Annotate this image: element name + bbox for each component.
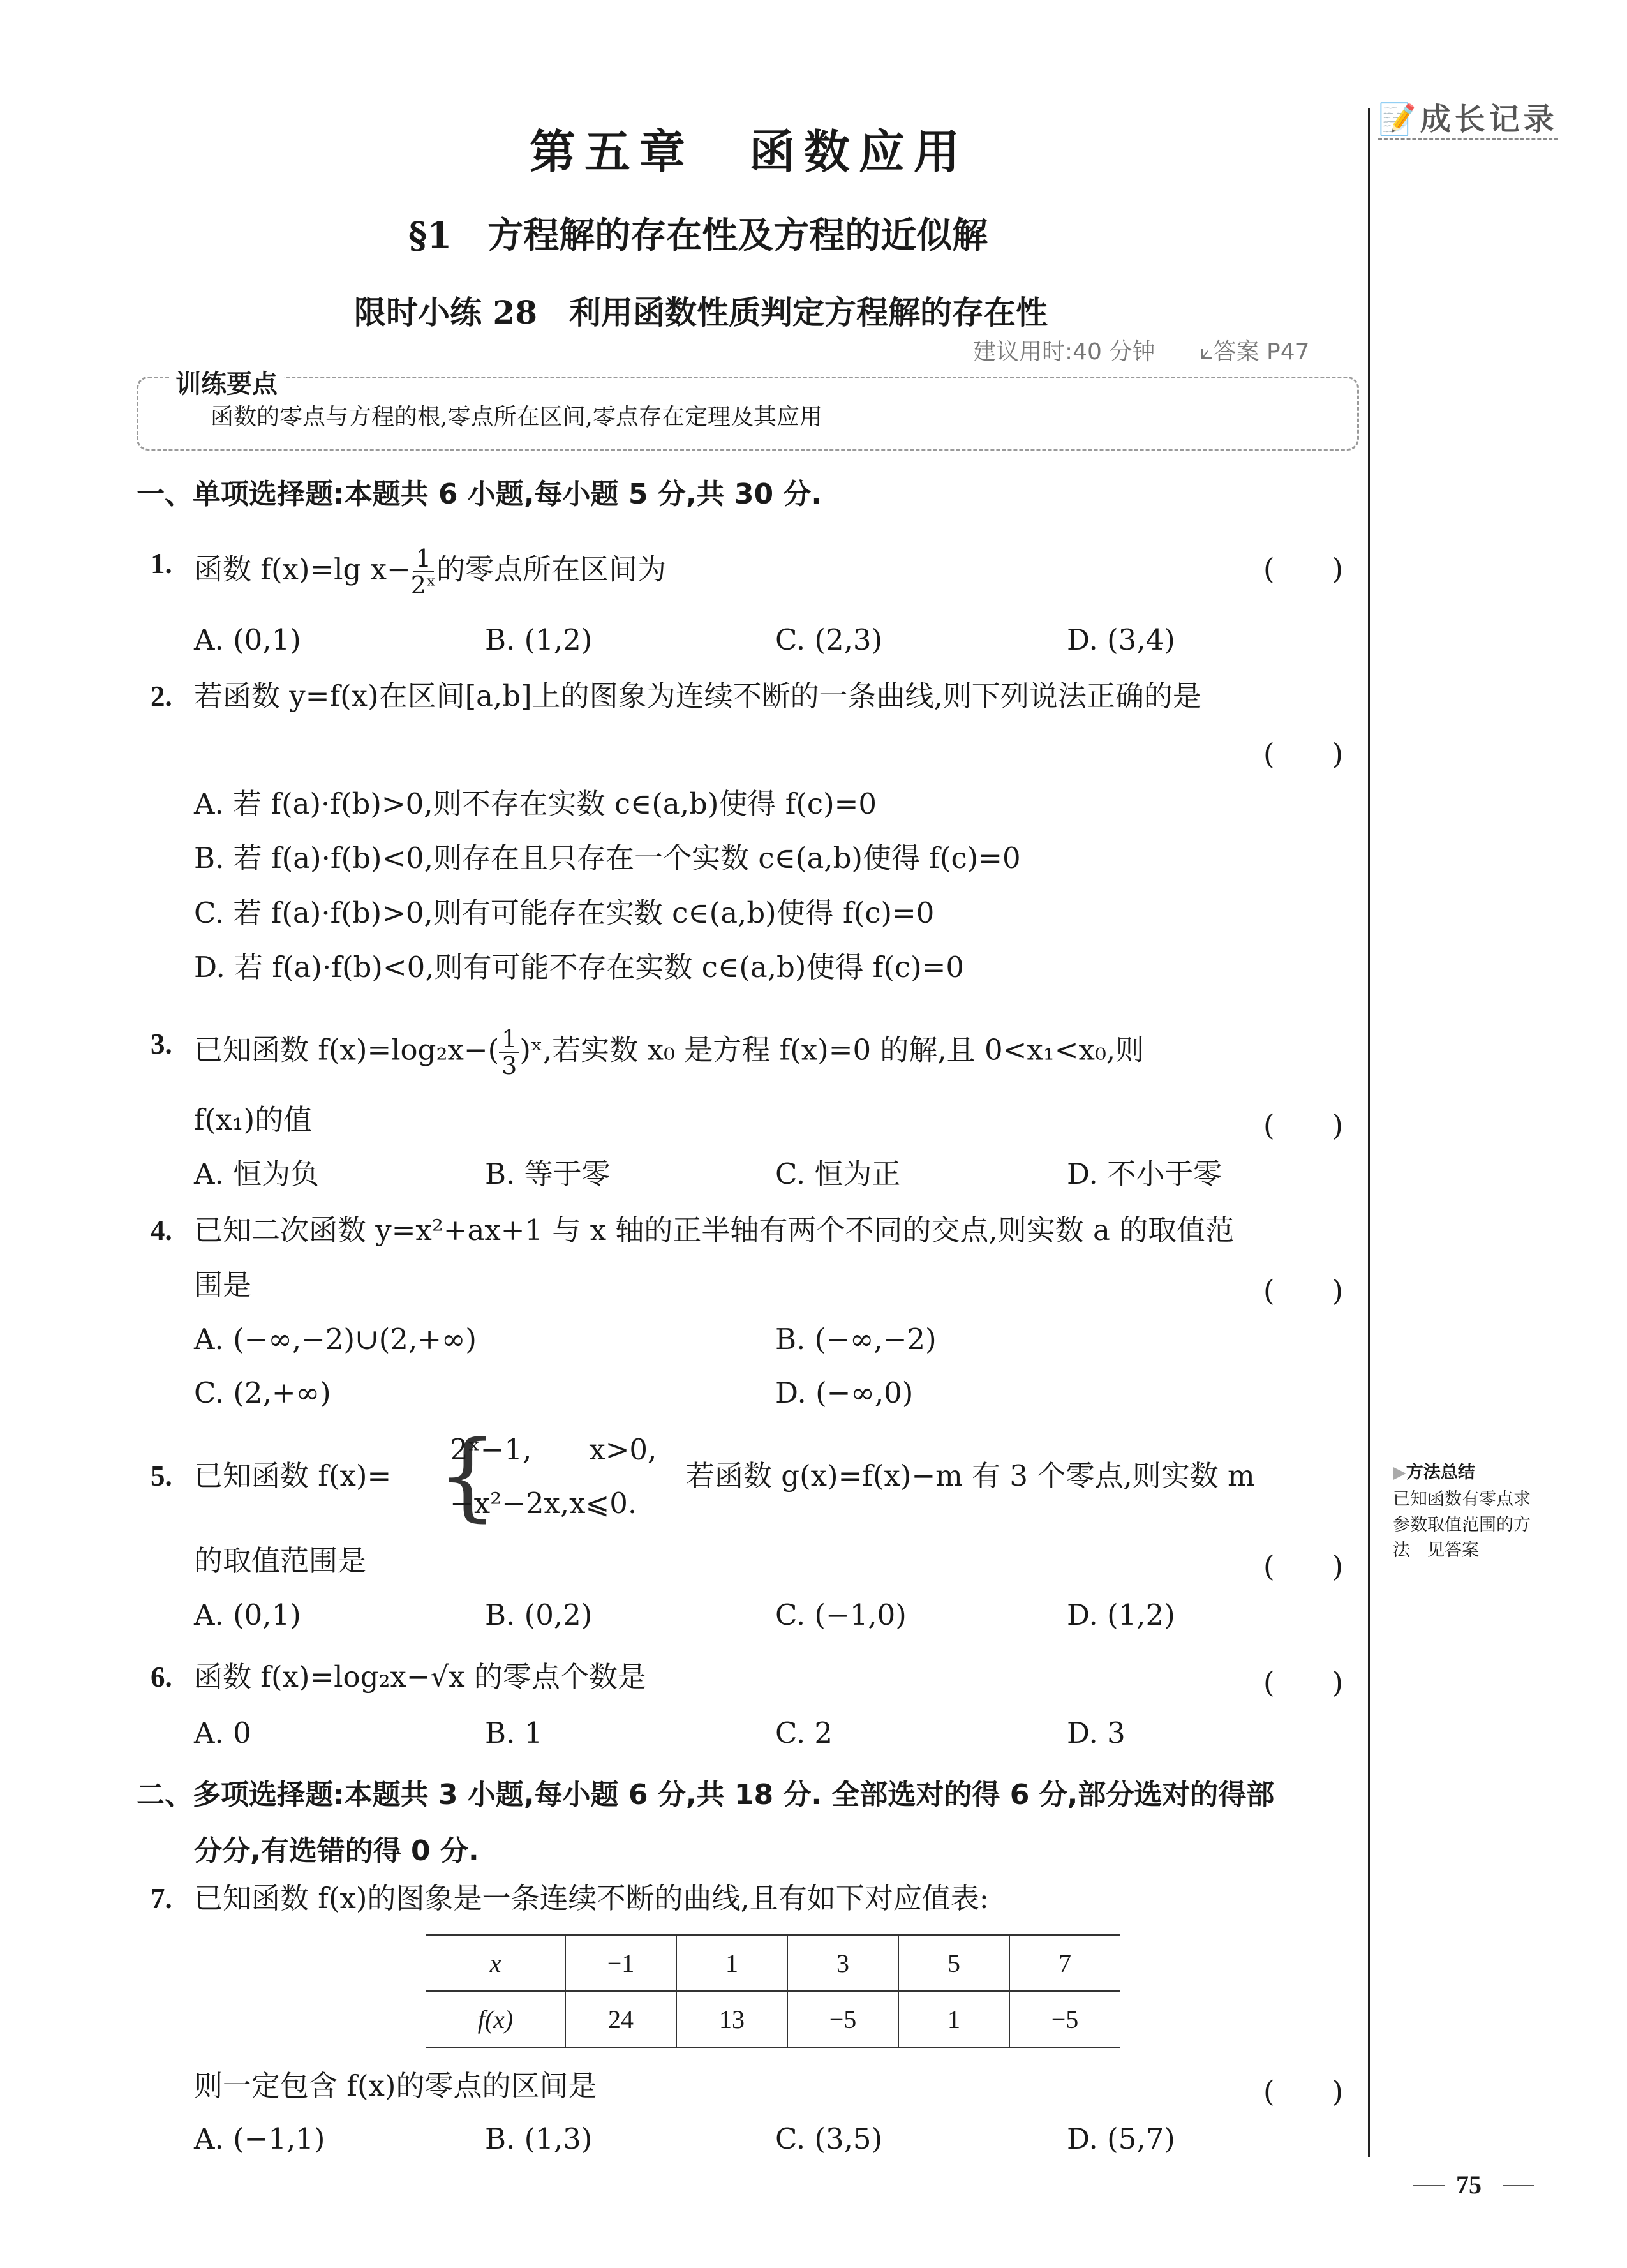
q4-stem: 已知二次函数 y=x²+ax+1 与 x 轴的正半轴有两个不同的交点,则实数 a 的取值范	[194, 1213, 1235, 1247]
chapter-title: 第五章 函数应用	[530, 124, 969, 179]
section2-heading-cont: 分分,有选错的得 0 分.	[194, 1835, 479, 1867]
keypoints-title: 训练要点	[169, 364, 284, 400]
table-cell: f(x)	[426, 1991, 565, 2047]
arrow-icon: ▶	[1393, 1463, 1406, 1482]
q7-number: 7.	[151, 1883, 172, 1914]
brace: {	[437, 1421, 498, 1532]
table-row	[426, 1991, 1120, 2047]
table-cell: 1	[898, 1991, 1009, 2047]
table-cell: 7	[1009, 1935, 1120, 1991]
option[interactable]: C. 2	[775, 1716, 833, 1750]
option[interactable]: A. (−1,1)	[194, 2122, 325, 2156]
q1-stem: 函数 f(x)=lg x− $\frac{1}{\text{2ˣ}}$ 的零点所在区间为	[194, 544, 667, 599]
answer-blank[interactable]: ( )	[1263, 1549, 1344, 1583]
table-cell: 13	[676, 1991, 787, 2047]
q7-stem: 已知函数 f(x)的图象是一条连续不断的曲线,且有如下对应值表:	[194, 1881, 989, 1915]
table-cell: −1	[565, 1935, 676, 1991]
section1-heading: 一、单项选择题:本题共 6 小题,每小题 5 分,共 30 分.	[137, 478, 822, 511]
method-summary-line: 法 见答案	[1393, 1541, 1479, 1560]
growth-record-logo: 📝成长记录	[1378, 94, 1558, 140]
page-dash	[1413, 2185, 1445, 2186]
section-title: §1 方程解的存在性及方程的近似解	[408, 214, 988, 257]
q3-number: 3.	[151, 1028, 172, 1060]
q5-stem-cont: 的取值范围是	[194, 1544, 367, 1578]
answer-blank[interactable]: ( )	[1263, 552, 1344, 586]
method-summary-title: ▶方法总结	[1393, 1463, 1475, 1482]
option[interactable]: D. 若 f(a)·f(b)<0,则有可能不存在实数 c∈(a,b)使得 f(c)=0	[194, 950, 964, 984]
answer-blank[interactable]: ( )	[1263, 1274, 1344, 1308]
fraction: $\frac{1}{3}$	[499, 1026, 519, 1078]
table-cell: −5	[787, 1991, 898, 2047]
margin-divider	[1368, 108, 1370, 2157]
answer-blank[interactable]: ( )	[1263, 1666, 1344, 1699]
option[interactable]: B. (1,3)	[485, 2122, 593, 2156]
suggested-time: 建议用时:40 分钟	[973, 339, 1155, 365]
answer-blank[interactable]: ( )	[1263, 2075, 1344, 2108]
method-summary-line: 已知函数有零点求	[1393, 1489, 1531, 1509]
option[interactable]: D. (3,4)	[1067, 623, 1175, 657]
practice-title: 限时小练 28 利用函数性质判定方程解的存在性	[354, 294, 1048, 331]
method-summary-line: 参数取值范围的方	[1393, 1515, 1531, 1535]
table-row	[426, 1935, 1120, 1991]
q7-stem-cont: 则一定包含 f(x)的零点的区间是	[194, 2069, 597, 2103]
q4-stem-cont: 围是	[194, 1268, 252, 1302]
q2-number: 2.	[151, 680, 172, 712]
option[interactable]: B. 1	[485, 1716, 543, 1750]
option[interactable]: B. 等于零	[485, 1157, 611, 1191]
option[interactable]: D. (−∞,0)	[775, 1376, 914, 1410]
option[interactable]: D. 3	[1067, 1716, 1126, 1750]
option[interactable]: B. (0,2)	[485, 1598, 593, 1632]
option[interactable]: B. (−∞,−2)	[775, 1322, 937, 1356]
option[interactable]: B. 若 f(a)·f(b)<0,则存在且只存在一个实数 c∈(a,b)使得 f(c)=0	[194, 841, 1021, 875]
q3-stem-cont: f(x₁)的值	[194, 1103, 313, 1137]
q3-stem: 已知函数 f(x)=log₂x−( $\frac{1}{3}$ )ˣ,若实数 x₀ 是方程 f(x)=0 的解,且 0<x₁<x₀,则	[194, 1025, 1145, 1080]
option[interactable]: B. (1,2)	[485, 623, 593, 657]
table-cell: x	[426, 1935, 565, 1991]
q5-stem-pre: 已知函数 f(x)=	[194, 1459, 392, 1493]
option[interactable]: A. (0,1)	[194, 623, 301, 657]
table-cell: 24	[565, 1991, 676, 2047]
q4-number: 4.	[151, 1214, 172, 1246]
option[interactable]: A. 恒为负	[194, 1157, 320, 1191]
option[interactable]: A. 若 f(a)·f(b)>0,则不存在实数 c∈(a,b)使得 f(c)=0	[194, 787, 877, 821]
table-cell: 5	[898, 1935, 1009, 1991]
option[interactable]: C. (3,5)	[775, 2122, 883, 2156]
option[interactable]: D. (5,7)	[1067, 2122, 1175, 2156]
q6-stem: 函数 f(x)=log₂x−√x 的零点个数是	[194, 1660, 646, 1694]
option[interactable]: C. (2,3)	[775, 623, 883, 657]
table-cell: −5	[1009, 1991, 1120, 2047]
option[interactable]: C. (−1,0)	[775, 1598, 907, 1632]
page-number: 75	[1456, 2170, 1482, 2199]
option[interactable]: A. 0	[194, 1716, 251, 1750]
q1-number: 1.	[151, 548, 172, 579]
option[interactable]: C. (2,+∞)	[194, 1376, 331, 1410]
option[interactable]: D. (1,2)	[1067, 1598, 1175, 1632]
note-icon: 📝	[1378, 101, 1420, 137]
q6-number: 6.	[151, 1661, 172, 1693]
q5-case2: −x²−2x,x⩽0.	[450, 1486, 637, 1520]
q2-stem: 若函数 y=f(x)在区间[a,b]上的图象为连续不断的一条曲线,则下列说法正确的是	[194, 679, 1201, 713]
option[interactable]: C. 恒为正	[775, 1157, 901, 1191]
table-cell: 1	[676, 1935, 787, 1991]
q5-number: 5.	[151, 1460, 172, 1492]
table-cell: 3	[787, 1935, 898, 1991]
answer-blank[interactable]: ( )	[1263, 737, 1344, 771]
q5-case1: 2ˣ−1, x>0,	[450, 1433, 657, 1466]
keypoints-text: 函数的零点与方程的根,零点所在区间,零点存在定理及其应用	[211, 404, 822, 430]
option[interactable]: D. 不小于零	[1067, 1157, 1222, 1191]
option[interactable]: C. 若 f(a)·f(b)>0,则有可能存在实数 c∈(a,b)使得 f(c)=0	[194, 896, 935, 930]
option[interactable]: A. (−∞,−2)∪(2,+∞)	[194, 1322, 477, 1356]
value-table	[426, 1934, 1120, 2048]
page-dash	[1503, 2185, 1534, 2186]
answer-ref: ⟀答案 P47	[1200, 339, 1310, 365]
option[interactable]: A. (0,1)	[194, 1598, 301, 1632]
answer-blank[interactable]: ( )	[1263, 1108, 1344, 1142]
q5-stem-post: 若函数 g(x)=f(x)−m 有 3 个零点,则实数 m	[686, 1459, 1255, 1493]
fraction: $\frac{1}{\text{2ˣ}}$	[410, 544, 437, 599]
section2-heading: 二、多项选择题:本题共 3 小题,每小题 6 分,共 18 分. 全部选对的得 6 分,部分选对的得部	[137, 1779, 1275, 1811]
